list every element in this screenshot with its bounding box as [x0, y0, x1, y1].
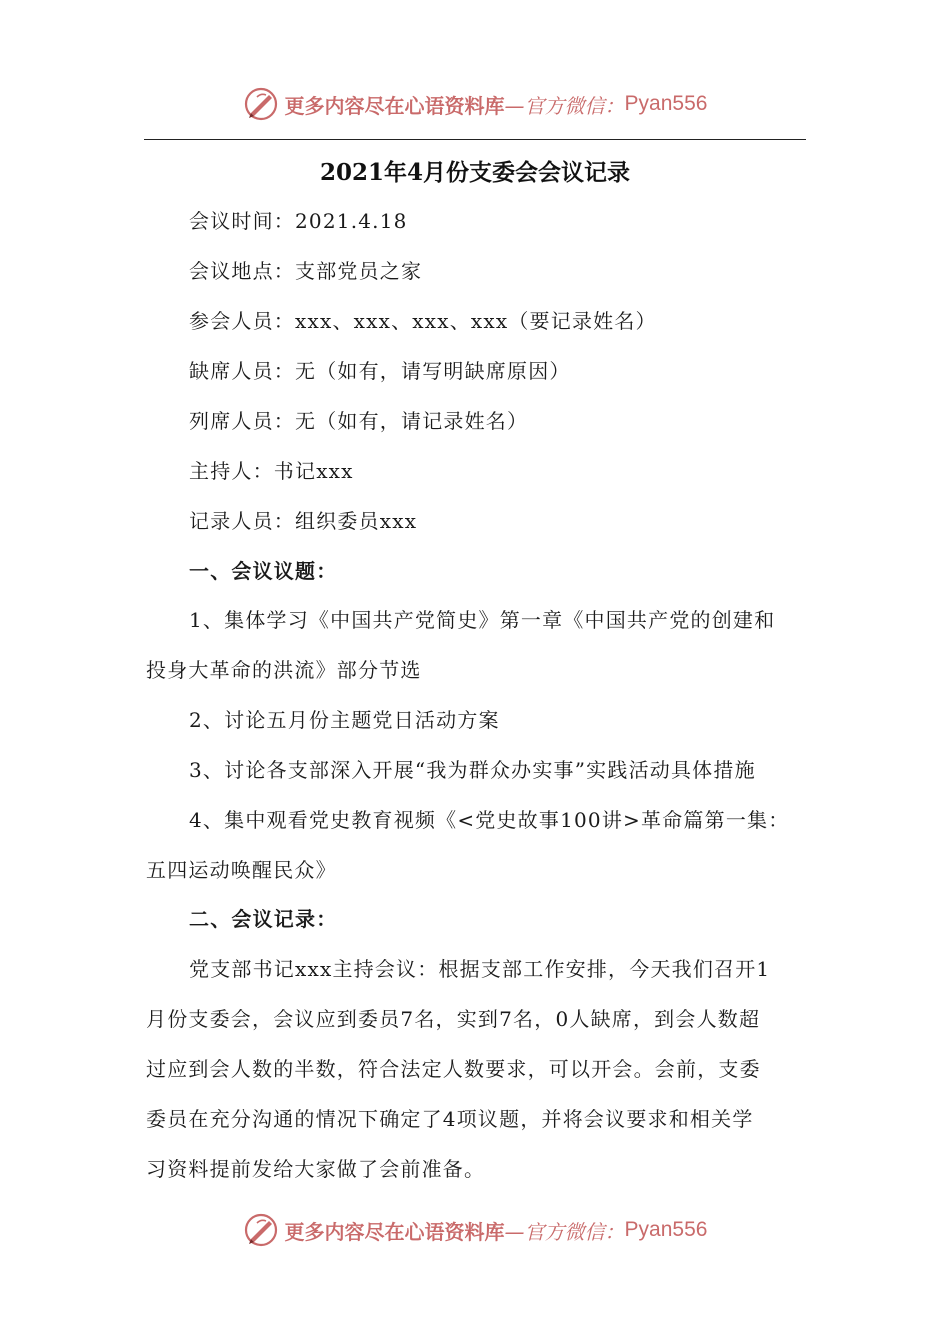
watermark-banner-top: [0, 84, 950, 124]
record-line: 党支部书记xxx主持会议：根据支部工作安排，今天我们召开1: [189, 957, 771, 981]
topic-line: 1、集体学习《中国共产党简史》第一章《中国共产党的创建和: [189, 608, 776, 632]
watermark-sub-text: —官方微信：: [504, 93, 625, 118]
meta-absentees: 缺席人员：无（如有，请写明缺席原因）: [189, 359, 571, 383]
topic-line: 五四运动唤醒民众》: [146, 858, 337, 882]
record-line: 习资料提前发给大家做了会前准备。: [146, 1157, 486, 1181]
watermark-sub-text: —官方微信：: [504, 1219, 625, 1244]
section-heading-topics: 一、会议议题：: [189, 559, 338, 583]
meta-recorder: 记录人员：组织委员xxx: [189, 509, 418, 533]
meta-meeting-time: 会议时间：2021.4.18: [189, 209, 408, 233]
meta-attendees: 参会人员：xxx、xxx、xxx、xxx（要记录姓名）: [189, 309, 657, 333]
meta-meeting-place: 会议地点：支部党员之家: [189, 259, 423, 283]
meta-host: 主持人：书记xxx: [189, 459, 354, 483]
watermark-wechat-id: Pyan556: [624, 92, 708, 115]
topic-line: 投身大革命的洪流》部分节选: [146, 658, 422, 682]
document-title: 2021年4月份支委会会议记录: [319, 159, 631, 186]
watermark-main-text: 更多内容尽在心语资料库: [284, 1219, 505, 1244]
record-line: 月份支委会，会议应到委员7名，实到7名，0人缺席，到会人数超: [146, 1007, 761, 1031]
watermark-main-text: 更多内容尽在心语资料库: [284, 93, 505, 118]
topic-line: 4、集中观看党史教育视频《<党史故事100讲>革命篇第一集：: [189, 808, 790, 832]
header-divider: [144, 139, 806, 140]
pen-logo-icon: [243, 86, 279, 122]
pen-logo-icon: [243, 1212, 279, 1248]
topic-line: 2、讨论五月份主题党日活动方案: [189, 708, 500, 732]
watermark-wechat-id: Pyan556: [624, 1218, 708, 1241]
record-line: 委员在充分沟通的情况下确定了4项议题，并将会议要求和相关学: [146, 1107, 754, 1131]
section-heading-record: 二、会议记录：: [189, 907, 338, 931]
topic-line: 3、讨论各支部深入开展“我为群众办实事”实践活动具体措施: [189, 758, 756, 782]
meta-observers: 列席人员：无（如有，请记录姓名）: [189, 409, 529, 433]
record-line: 过应到会人数的半数，符合法定人数要求，可以开会。会前，支委: [146, 1057, 761, 1081]
watermark-banner-bottom: [0, 1210, 950, 1250]
